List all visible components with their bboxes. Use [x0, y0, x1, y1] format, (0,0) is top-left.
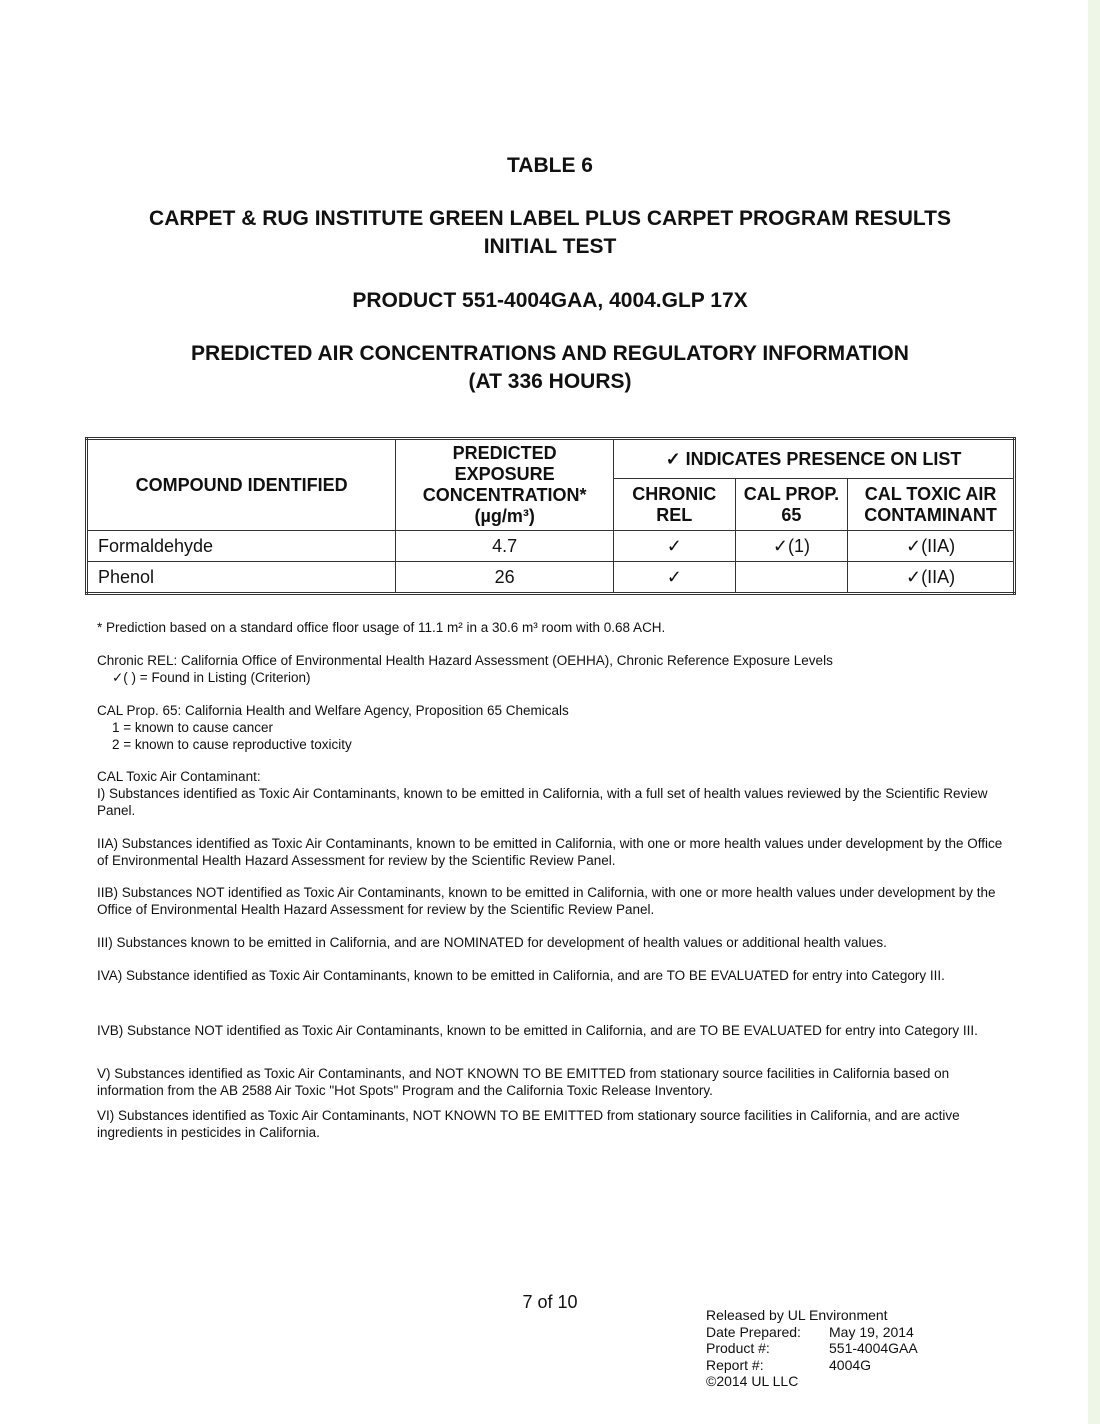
cell-chronic-rel: ✓ — [613, 531, 735, 562]
header-cal-toxic — [848, 479, 1015, 531]
header-toxic-line2: CONTAMINANT — [864, 504, 997, 525]
footer-report-label: Report #: — [706, 1356, 764, 1373]
footer-report-row — [706, 1357, 918, 1374]
footer-copyright: ©2014 UL LLC — [706, 1373, 799, 1389]
table-row — [87, 531, 1015, 562]
footer-released-by: Released by UL Environment — [706, 1307, 888, 1323]
header-exposure-line4: (µg/m³) — [474, 506, 535, 526]
note-toxic-vi: VI) Substances identified as Toxic Air Contaminants, NOT KNOWN TO BE EMITTED from stationary source facilities in California, and are active ingredients in pesticides in California. — [97, 1108, 960, 1140]
note-prop65-text: CAL Prop. 65: California Health and Welfare Agency, Proposition 65 Chemicals — [97, 703, 569, 718]
footer-product-label: Product #: — [706, 1340, 770, 1356]
note-toxic-iii: III) Substances known to be emitted in California, and are NOMINATED for development of health values or additional health values. — [97, 935, 887, 950]
subject-heading — [0, 340, 1100, 396]
note-toxic-i: I) Substances identified as Toxic Air Contaminants, known to be emitted in California, with a full set of health values reviewed by the Scientific Review Panel. — [97, 786, 988, 818]
cell-cal-prop65 — [735, 562, 848, 594]
note-prop65-item2: 2 = known to cause reproductive toxicity — [112, 737, 352, 752]
header-exposure-line1: PREDICTED — [452, 443, 557, 463]
program-heading-line2: INITIAL TEST — [483, 235, 617, 258]
header-exposure-concentration — [396, 439, 614, 531]
header-prop65-line2: 65 — [781, 504, 802, 525]
results-table — [85, 437, 1016, 595]
cell-compound: Phenol — [87, 562, 396, 594]
note-toxic — [97, 768, 1007, 819]
header-exposure-line3: CONCENTRATION* — [422, 485, 587, 505]
footer-product-value: 551-4004GAA — [829, 1340, 918, 1356]
cell-compound: Formaldehyde — [87, 531, 396, 562]
subject-heading-line2: (AT 336 HOURS) — [468, 370, 632, 393]
note-toxic-iva: IVA) Substance identified as Toxic Air Contaminants, known to be emitted in California, and are TO BE EVALUATED for entry into Category III. — [97, 968, 945, 983]
cell-cal-prop65: ✓(1) — [735, 531, 848, 562]
cell-concentration: 4.7 — [396, 531, 614, 562]
footer-date-value: May 19, 2014 — [829, 1323, 914, 1340]
release-footer — [706, 1307, 918, 1390]
note-toxic-iia: IIA) Substances identified as Toxic Air Contaminants, known to be emitted in California, with one or more health values under development by the Office of Environmental Health Hazard Assessment for review by the Scientific Review Panel. — [97, 836, 1003, 868]
table-number-heading: TABLE 6 — [507, 154, 593, 177]
footer-date-row — [706, 1324, 918, 1341]
cell-cal-toxic: ✓(IIA) — [848, 562, 1015, 594]
note-chronic-rel — [97, 652, 1007, 686]
note-toxic-iib: IIB) Substances NOT identified as Toxic Air Contaminants, known to be emitted in California, with one or more health values under development by the Office of Environmental Health Hazard Assessment for review by the Scientific Review Panel. — [97, 885, 996, 917]
header-prop65-line1: CAL PROP. — [743, 483, 840, 504]
note-toxic-ivb: IVB) Substance NOT identified as Toxic Air Contaminants, known to be emitted in California, and are TO BE EVALUATED for entry into Category III. — [97, 1023, 978, 1038]
product-heading: PRODUCT 551-4004GAA, 4004.GLP 17X — [352, 289, 748, 312]
note-prop65-item1: 1 = known to cause cancer — [112, 720, 273, 735]
page-number: 7 of 10 — [522, 1292, 578, 1312]
note-toxic-v: V) Substances identified as Toxic Air Contaminants, and NOT KNOWN TO BE EMITTED from stationary source facilities in California based on information from the AB 2588 Air Toxic "Hot Spots" Program and the California Toxic Release Inventory. — [97, 1066, 950, 1098]
note-chronic-rel-text: Chronic REL: California Office of Environmental Health Hazard Assessment (OEHHA), Chronic Reference Exposure Levels — [97, 653, 833, 668]
footer-report-value: 4004G — [829, 1356, 872, 1373]
header-cal-prop65 — [735, 479, 848, 531]
note-prediction: * Prediction based on a standard office floor usage of 11.1 m² in a 30.6 m³ room with 0.68 ACH. — [97, 620, 666, 635]
program-heading-line1: CARPET & RUG INSTITUTE GREEN LABEL PLUS CARPET PROGRAM RESULTS — [149, 207, 951, 230]
cell-chronic-rel: ✓ — [613, 562, 735, 594]
cell-concentration: 26 — [396, 562, 614, 594]
subject-heading-line1: PREDICTED AIR CONCENTRATIONS AND REGULATORY INFORMATION — [191, 342, 909, 365]
footer-date-label: Date Prepared: — [706, 1323, 801, 1340]
header-chronic-line1: CHRONIC — [632, 483, 717, 504]
note-prop65 — [97, 702, 1007, 753]
header-exposure-line2: EXPOSURE — [454, 464, 555, 484]
program-heading — [0, 205, 1100, 261]
header-presence-group: ✓ INDICATES PRESENCE ON LIST — [613, 439, 1014, 479]
header-compound: COMPOUND IDENTIFIED — [87, 439, 396, 531]
footer-product-row — [706, 1340, 918, 1357]
table-row — [87, 562, 1015, 594]
header-chronic-line2: REL — [656, 504, 693, 525]
note-toxic-title: CAL Toxic Air Contaminant: — [97, 769, 261, 784]
cell-cal-toxic: ✓(IIA) — [848, 531, 1015, 562]
header-chronic-rel — [613, 479, 735, 531]
header-toxic-line1: CAL TOXIC AIR — [864, 483, 997, 504]
note-chronic-rel-sub: ✓( ) = Found in Listing (Criterion) — [112, 670, 311, 685]
